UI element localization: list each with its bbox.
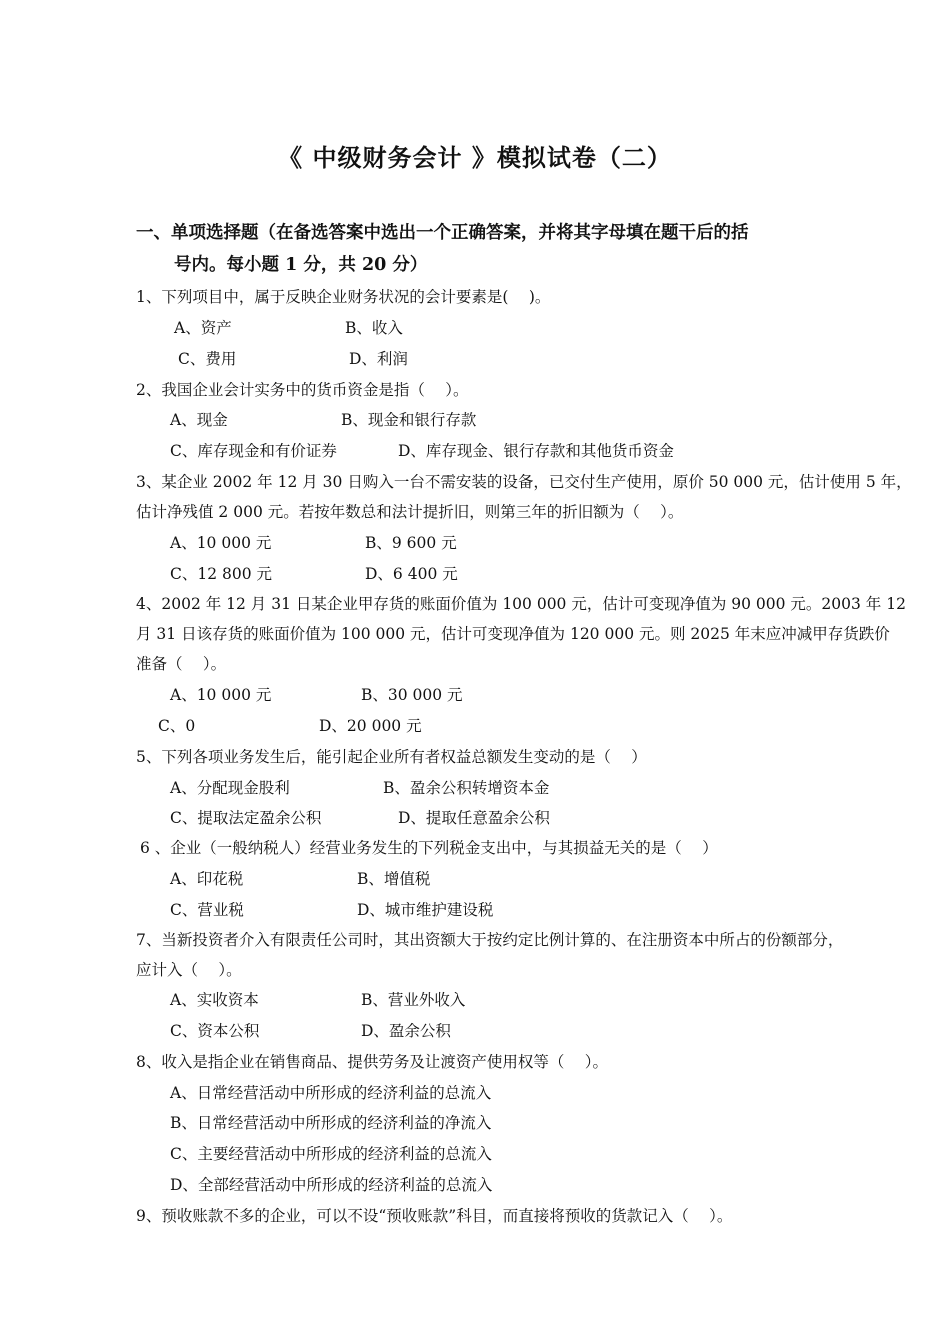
q6-option-d: D、城市维护建设税 — [357, 901, 494, 919]
q4-option-b: B、30 000 元 — [361, 686, 463, 704]
q7-option-c: C、资本公积 — [170, 1022, 260, 1040]
q5-option-b: B、盈余公积转增资本金 — [383, 779, 550, 797]
section-heading-line2: 号内。每小题 1 分，共 20 分） — [174, 255, 428, 275]
q1-option-c: C、费用 — [178, 350, 237, 368]
q4-stem-line3: 准备（ ）。 — [136, 655, 227, 673]
q7-option-a: A、实收资本 — [170, 991, 259, 1009]
q4-stem-line2: 月 31 日该存货的账面价值为 100 000 元，估计可变现净值为 120 000 元。则 2025 年末应冲减甲存货跌价 — [136, 625, 890, 643]
q3-option-b: B、9 600 元 — [365, 534, 457, 552]
q8-stem: 8、收入是指企业在销售商品、提供劳务及让渡资产使用权等（ ）。 — [136, 1053, 609, 1071]
q4-option-a: A、10 000 元 — [170, 686, 272, 704]
q2-option-c: C、库存现金和有价证券 — [170, 442, 337, 460]
q3-stem-line2: 估计净残值 2 000 元。若按年数总和法计提折旧，则第三年的折旧额为（ ）。 — [136, 503, 684, 521]
q4-stem-line1: 4、2002 年 12 月 31 日某企业甲存货的账面价值为 100 000 元，估计可变现净值为 90 000 元。2003 年 12 — [136, 595, 906, 613]
q8-option-d: D、全部经营活动中所形成的经济利益的总流入 — [170, 1176, 493, 1194]
q1-option-d: D、利润 — [349, 350, 408, 368]
q5-option-a: A、分配现金股利 — [170, 779, 290, 797]
q6-option-b: B、增值税 — [357, 870, 431, 888]
q6-option-c: C、营业税 — [170, 901, 244, 919]
q6-stem: 6 、企业（一般纳税人）经营业务发生的下列税金支出中，与其损益无关的是（ ） — [140, 839, 718, 857]
q8-option-c: C、主要经营活动中所形成的经济利益的总流入 — [170, 1145, 492, 1163]
section-heading-line1: 一、单项选择题（在备选答案中选出一个正确答案，并将其字母填在题干后的括 — [136, 223, 749, 243]
q8-option-a: A、日常经营活动中所形成的经济利益的总流入 — [170, 1084, 492, 1102]
q2-option-a: A、现金 — [170, 411, 228, 429]
q1-option-b: B、收入 — [345, 319, 403, 337]
q2-option-b: B、现金和银行存款 — [341, 411, 477, 429]
q7-option-b: B、营业外收入 — [361, 991, 466, 1009]
q5-stem: 5、下列各项业务发生后，能引起企业所有者权益总额发生变动的是（ ） — [136, 748, 647, 766]
q1-option-a: A、资产 — [174, 319, 232, 337]
q4-option-d: D、20 000 元 — [319, 717, 422, 735]
q1-stem: 1、下列项目中，属于反映企业财务状况的会计要素是( )。 — [136, 288, 551, 306]
q2-option-d: D、库存现金、银行存款和其他货币资金 — [398, 442, 674, 460]
q7-stem-line1: 7、当新投资者介入有限责任公司时，其出资额大于按约定比例计算的、在注册资本中所占的份额部分， — [136, 931, 844, 949]
q2-stem: 2、我国企业会计实务中的货币资金是指（ ）。 — [136, 381, 469, 399]
q3-option-c: C、12 800 元 — [170, 565, 273, 583]
q7-stem-line2: 应计入（ ）。 — [136, 961, 242, 979]
q7-option-d: D、盈余公积 — [361, 1022, 451, 1040]
q4-option-c: C、0 — [158, 717, 196, 735]
document-title: 《 中级财务会计 》模拟试卷（二） — [278, 143, 672, 172]
q3-option-d: D、6 400 元 — [365, 565, 458, 583]
q6-option-a: A、印花税 — [170, 870, 244, 888]
q3-option-a: A、10 000 元 — [170, 534, 272, 552]
q8-option-b: B、日常经营活动中所形成的经济利益的净流入 — [170, 1114, 492, 1132]
q5-option-d: D、提取任意盈余公积 — [398, 809, 550, 827]
q9-stem: 9、预收账款不多的企业，可以不设“预收账款”科目，而直接将预收的货款记入（ ）。 — [136, 1207, 733, 1225]
q3-stem-line1: 3、某企业 2002 年 12 月 30 日购入一台不需安装的设备，已交付生产使用，原价 50 000 元，估计使用 5 年， — [136, 473, 912, 491]
q5-option-c: C、提取法定盈余公积 — [170, 809, 322, 827]
